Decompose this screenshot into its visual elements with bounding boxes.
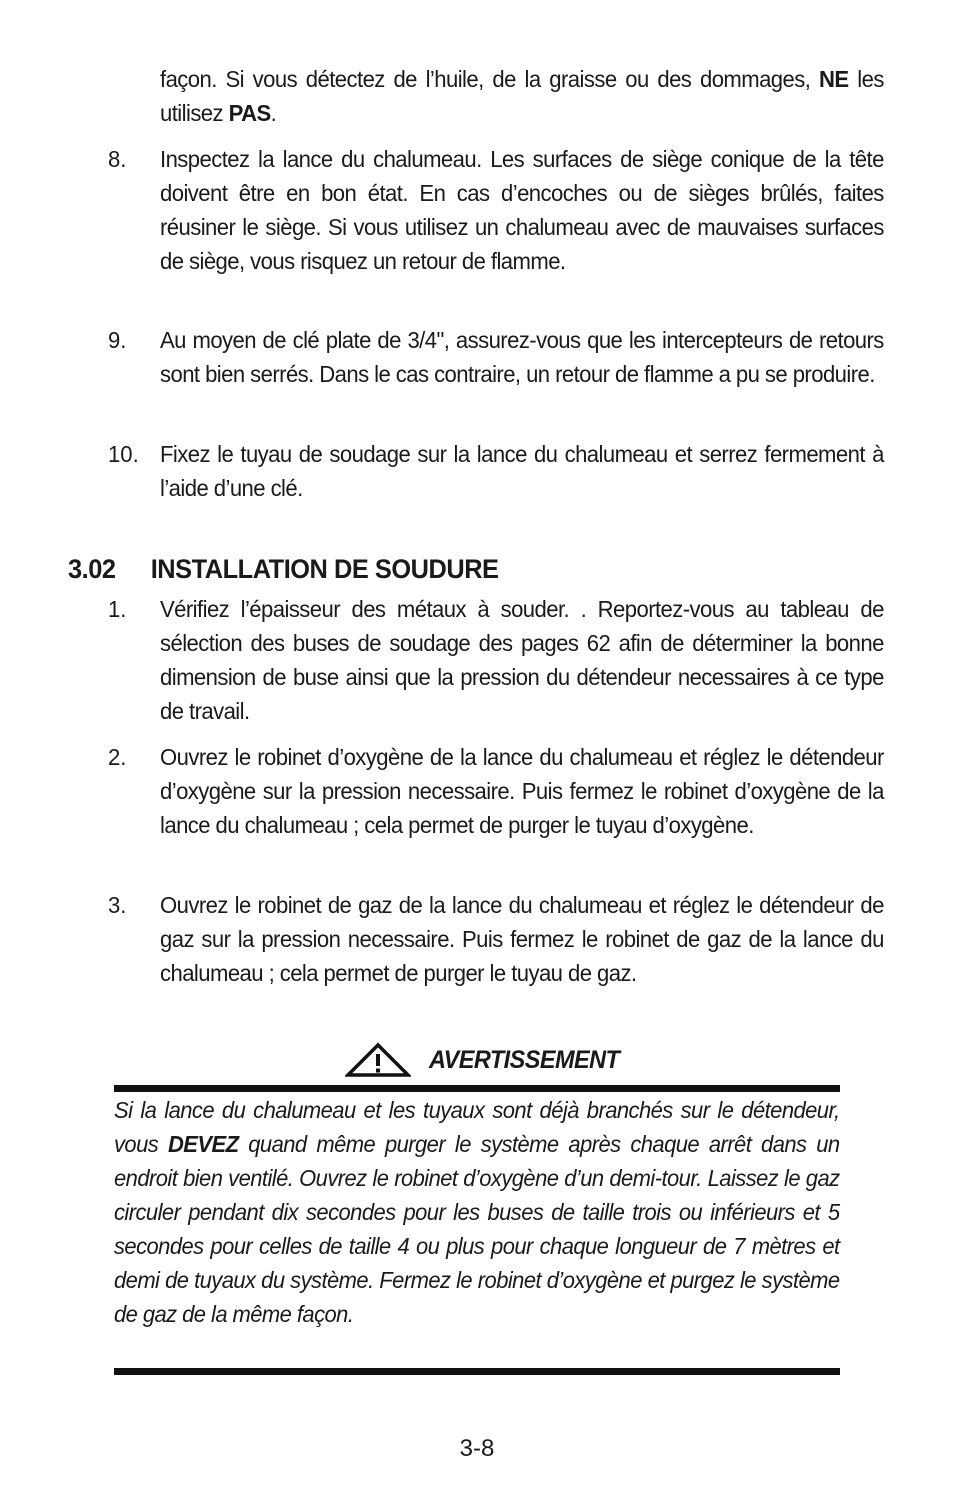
warning-title: AVERTISSEMENT (429, 1045, 620, 1074)
list-item-text: Fixez le tuyau de soudage sur la lance du chalumeau et serrez fermement à l’aide d’une clé. (160, 441, 884, 501)
section-heading (68, 550, 499, 588)
list-item-number: 1. (108, 596, 127, 622)
warning-triangle-icon (345, 1042, 411, 1078)
section-title: INSTALLATION DE SOUDURE (150, 554, 499, 584)
list-item-text: Vérifiez l’épaisseur des métaux à souder. . Reportez-vous au tableau de sélection des buses de soudage des pages 62 afin de déterminer la bonne dimension de buse ainsi que la pression du détendeur necessaires à ce type de travail. (160, 596, 884, 724)
page-number: 3-8 (459, 1435, 495, 1462)
list-item-number: 3. (108, 892, 127, 918)
warning-text (114, 1093, 840, 1331)
warning-header (345, 1040, 631, 1080)
warning-text-1: Si la lance du chalumeau et les tuyaux sont déjà branchés sur le détendeur, vous (114, 1097, 840, 1157)
list-item-number: 9. (108, 327, 127, 353)
warning-bottom-rule (114, 1368, 840, 1375)
emphasis-pas: PAS (228, 100, 271, 126)
list-item-number: 2. (108, 744, 127, 770)
list-item-number: 10. (108, 441, 139, 467)
continuation-paragraph (160, 62, 884, 130)
emphasis-ne: NE (818, 66, 849, 92)
list-item-text: Ouvrez le robinet d’oxygène de la lance du chalumeau et réglez le détendeur d’oxygène sur la pression necessaire. Puis fermez le robinet d’oxygène de la lance du chalumeau ; cela permet de purger le tuyau d’oxygène. (160, 744, 884, 838)
continuation-text-1: façon. Si vous détectez de l’huile, de la graisse ou des dommages, (160, 66, 819, 92)
list-item-number: 8. (108, 146, 127, 172)
warning-text-2: quand même purger le système après chaque arrêt dans un endroit bien ventilé. Ouvrez le robinet d’oxygène d’un demi-tour. Laissez le gaz circuler pendant dix secondes pour les buses de taille trois ou inférieurs et 5 secondes pour celles de taille 4 ou plus pour chaque longueur de 7 mètres et demi de tuyaux du système. Fermez le robinet d’oxygène et purgez le système de gaz de la même façon. (114, 1131, 840, 1327)
emphasis-devez: DEVEZ (167, 1131, 239, 1157)
list-item-text: Inspectez la lance du chalumeau. Les surfaces de siège conique de la tête doivent être en bon état. En cas d’encoches ou de sièges brûlés, faites réusiner le siège. Si vous utilisez un chalumeau avec de mauvaises surfaces de siège, vous risquez un retour de flamme. (160, 146, 884, 274)
list-item-text: Au moyen de clé plate de 3/4", assurez-vous que les intercepteurs de retours sont bien serrés. Dans le cas contraire, un retour de flamme a pu se produire. (160, 327, 884, 387)
warning-top-rule (114, 1085, 840, 1092)
section-number: 3.02 (68, 554, 116, 584)
continuation-text-3: . (270, 100, 277, 126)
continuation-text-2: les utilisez (160, 66, 884, 126)
list-item-text: Ouvrez le robinet de gaz de la lance du chalumeau et réglez le détendeur de gaz sur la pression necessaire. Puis fermez le robinet de gaz de la lance du chalumeau ; cela permet de purger le tuyau de gaz. (160, 892, 884, 986)
